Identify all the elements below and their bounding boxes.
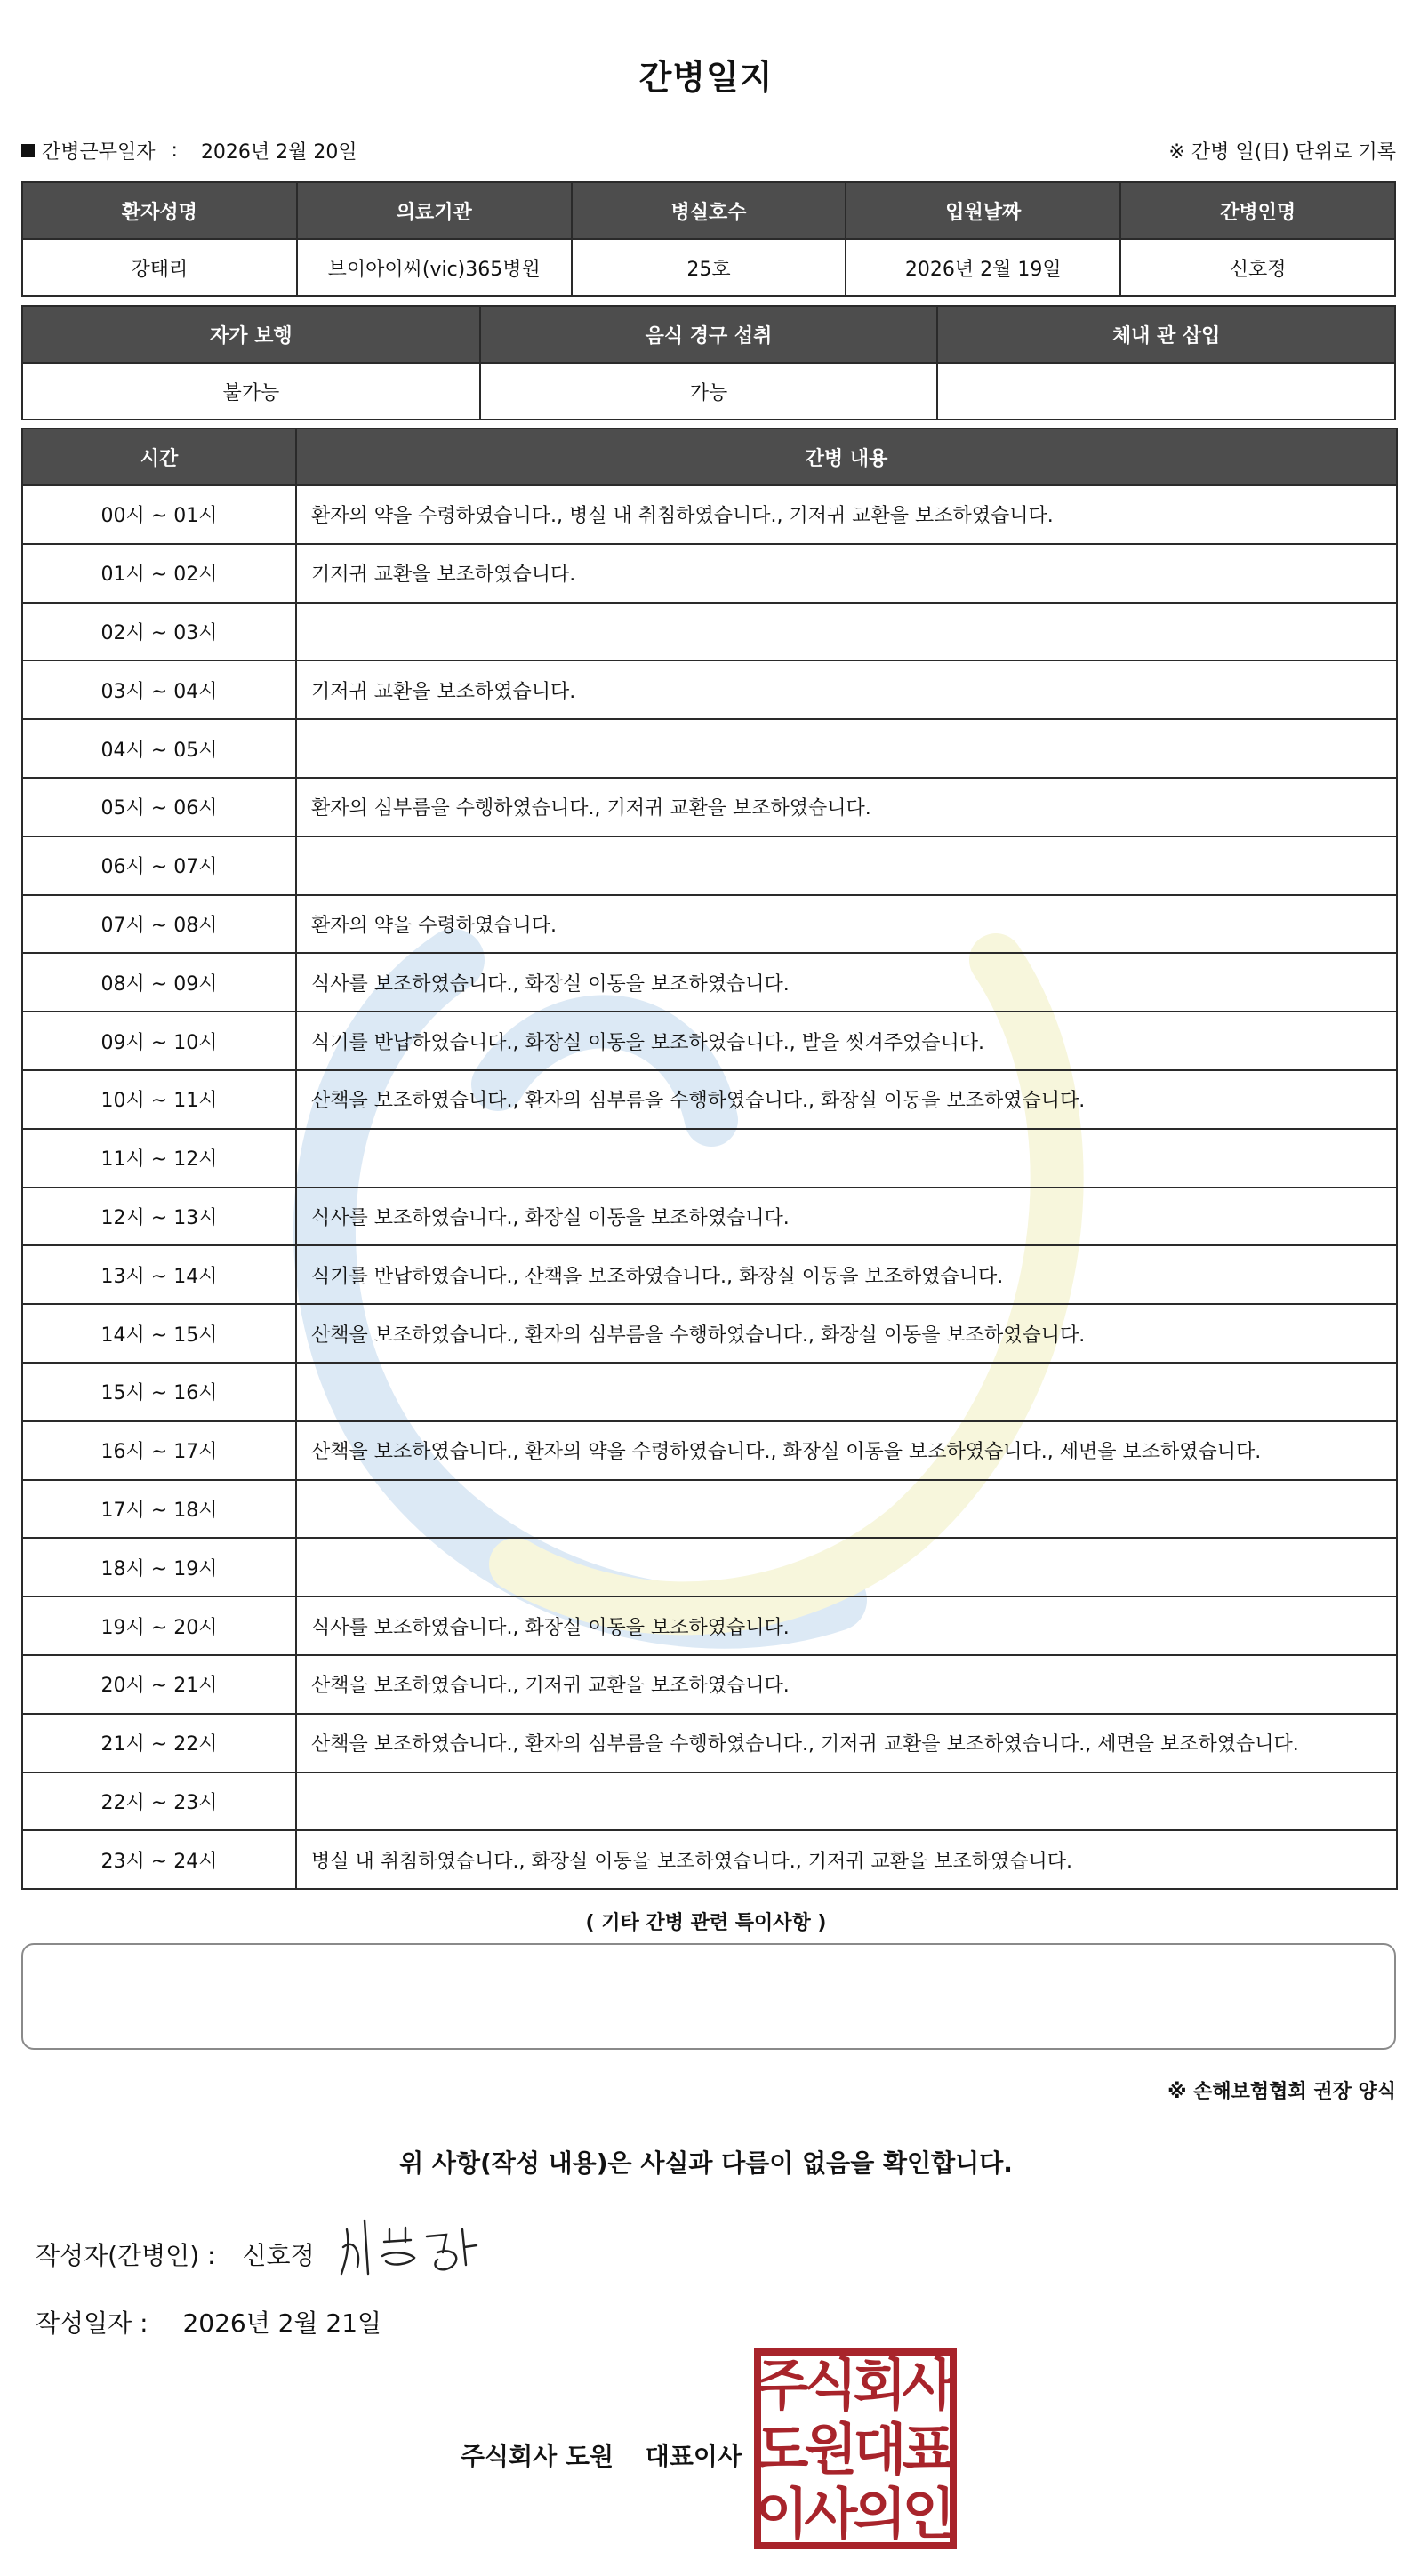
- remarks-box: [21, 1943, 1396, 2050]
- table-row: [22, 719, 1397, 778]
- seal-char: 의: [853, 2481, 907, 2547]
- header-patient-name: 환자성명: [22, 182, 297, 239]
- page-title: 간병일지: [638, 58, 774, 97]
- table-header-row: [22, 428, 1397, 485]
- table-header-row: [22, 182, 1395, 239]
- content-cell: 산책을 보조하였습니다., 기저귀 교환을 보조하였습니다.: [296, 1655, 1397, 1714]
- time-cell: 12시 ~ 13시: [22, 1188, 296, 1246]
- time-cell: 19시 ~ 20시: [22, 1596, 296, 1655]
- time-cell: 22시 ~ 23시: [22, 1772, 296, 1831]
- institution: 브이아이씨(vic)365병원: [297, 239, 572, 296]
- header-room: 병실호수: [572, 182, 846, 239]
- table-row: [22, 778, 1397, 836]
- time-cell: 20시 ~ 21시: [22, 1655, 296, 1714]
- content-cell: 산책을 보조하였습니다., 환자의 약을 수령하였습니다., 화장실 이동을 보조하였습니다., 세면을 보조하였습니다.: [296, 1421, 1397, 1480]
- content-cell: 식기를 반납하였습니다., 산책을 보조하였습니다., 화장실 이동을 보조하였습니다.: [296, 1245, 1397, 1304]
- write-date-value: 2026년 2월 21일: [182, 2308, 382, 2338]
- writer-label: 작성자(간병인) :: [36, 2241, 216, 2270]
- header-self-walking: 자가 보행: [22, 306, 480, 363]
- content-cell: 산책을 보조하였습니다., 환자의 심부름을 수행하였습니다., 화장실 이동을 보조하였습니다.: [296, 1304, 1397, 1363]
- room-number: 25호: [572, 239, 846, 296]
- header-time: 시간: [22, 428, 296, 485]
- table-row: [22, 1245, 1397, 1304]
- table-row: [22, 1363, 1397, 1421]
- time-cell: 00시 ~ 01시: [22, 485, 296, 544]
- patient-name: 강태리: [22, 239, 297, 296]
- table-row: [22, 1304, 1397, 1363]
- table-row: [22, 1421, 1397, 1480]
- seal-char: 대: [853, 2417, 907, 2482]
- work-date-label: 간병근무일자: [42, 141, 156, 164]
- content-cell: 환자의 심부름을 수행하였습니다., 기저귀 교환을 보조하였습니다.: [296, 778, 1397, 836]
- company-name: 주식회사 도원: [461, 2442, 614, 2471]
- table-row: [22, 1480, 1397, 1539]
- content-cell: [296, 719, 1397, 778]
- content-cell: 환자의 약을 수령하였습니다., 병실 내 취침하였습니다., 기저귀 교환을 보조하였습니다.: [296, 485, 1397, 544]
- table-row: [22, 660, 1397, 719]
- content-cell: 기저귀 교환을 보조하였습니다.: [296, 660, 1397, 719]
- table-row: [22, 1070, 1397, 1129]
- seal-char: 주: [755, 2352, 809, 2418]
- time-cell: 18시 ~ 19시: [22, 1538, 296, 1596]
- company-seal-stamp: [754, 2348, 957, 2549]
- time-cell: 16시 ~ 17시: [22, 1421, 296, 1480]
- table-header-row: [22, 306, 1395, 363]
- time-cell: 13시 ~ 14시: [22, 1245, 296, 1304]
- time-cell: 09시 ~ 10시: [22, 1012, 296, 1070]
- time-cell: 21시 ~ 22시: [22, 1714, 296, 1772]
- oral-intake-value: 가능: [480, 363, 938, 420]
- form-note: ※ 손해보험협회 권장 양식: [1167, 2081, 1396, 2103]
- table-row: [22, 836, 1397, 895]
- content-cell: [296, 1538, 1397, 1596]
- self-walking-value: 불가능: [22, 363, 480, 420]
- table-row: [22, 1655, 1397, 1714]
- seal-char: 식: [804, 2352, 858, 2418]
- company-title: 대표이사: [645, 2442, 742, 2471]
- write-date-label: 작성일자 :: [36, 2308, 148, 2338]
- handwritten-signature: [338, 2212, 516, 2283]
- header-caregiver-name: 간병인명: [1120, 182, 1395, 239]
- seal-char: 표: [902, 2417, 956, 2482]
- time-cell: 06시 ~ 07시: [22, 836, 296, 895]
- table-row: [22, 603, 1397, 661]
- work-date-colon: :: [171, 140, 178, 162]
- header-admission-date: 입원날짜: [846, 182, 1120, 239]
- content-cell: 병실 내 취침하였습니다., 화장실 이동을 보조하였습니다., 기저귀 교환을 보조하였습니다.: [296, 1830, 1397, 1889]
- writer-line: [36, 2236, 315, 2272]
- seal-char: 회: [853, 2352, 907, 2418]
- content-cell: [296, 1480, 1397, 1539]
- work-date: [21, 137, 357, 164]
- table-row: [22, 485, 1397, 544]
- patient-status-table: [21, 305, 1396, 420]
- seal-char: 인: [902, 2481, 956, 2547]
- time-cell: 05시 ~ 06시: [22, 778, 296, 836]
- hourly-log-table: [21, 428, 1398, 1890]
- content-cell: 식기를 반납하였습니다., 화장실 이동을 보조하였습니다., 발을 씻겨주었습니다.: [296, 1012, 1397, 1070]
- square-bullet-icon: [21, 144, 35, 157]
- table-row: [22, 1538, 1397, 1596]
- content-cell: 환자의 약을 수령하였습니다.: [296, 895, 1397, 954]
- header-care-content: 간병 내용: [296, 428, 1397, 485]
- table-row: [22, 239, 1395, 296]
- patient-info-table: [21, 181, 1396, 297]
- meta-row: [21, 137, 1396, 167]
- table-row: [22, 544, 1397, 603]
- seal-char: 원: [804, 2417, 858, 2482]
- content-cell: 산책을 보조하였습니다., 환자의 심부름을 수행하였습니다., 화장실 이동을 보조하였습니다.: [296, 1070, 1397, 1129]
- time-cell: 23시 ~ 24시: [22, 1830, 296, 1889]
- table-row: [22, 1596, 1397, 1655]
- time-cell: 14시 ~ 15시: [22, 1304, 296, 1363]
- header-institution: 의료기관: [297, 182, 572, 239]
- table-row: [22, 1012, 1397, 1070]
- table-row: [22, 895, 1397, 954]
- table-row: [22, 1129, 1397, 1188]
- time-cell: 17시 ~ 18시: [22, 1480, 296, 1539]
- tube-insertion-value: [937, 363, 1395, 420]
- table-row: [22, 1188, 1397, 1246]
- content-cell: 식사를 보조하였습니다., 화장실 이동을 보조하였습니다.: [296, 1596, 1397, 1655]
- confirmation-statement: 위 사항(작성 내용)은 사실과 다름이 없음을 확인합니다.: [399, 2148, 1013, 2178]
- content-cell: 산책을 보조하였습니다., 환자의 심부름을 수행하였습니다., 기저귀 교환을 보조하였습니다., 세면을 보조하였습니다.: [296, 1714, 1397, 1772]
- remarks-title: ( 기타 간병 관련 특이사항 ): [585, 1912, 827, 1934]
- seal-char: 도: [755, 2417, 809, 2482]
- time-cell: 03시 ~ 04시: [22, 660, 296, 719]
- content-cell: [296, 1129, 1397, 1188]
- time-cell: 01시 ~ 02시: [22, 544, 296, 603]
- time-cell: 02시 ~ 03시: [22, 603, 296, 661]
- header-oral-intake: 음식 경구 섭취: [480, 306, 938, 363]
- caregiver-name: 신호정: [1120, 239, 1395, 296]
- content-cell: [296, 603, 1397, 661]
- content-cell: [296, 836, 1397, 895]
- content-cell: 식사를 보조하였습니다., 화장실 이동을 보조하였습니다.: [296, 953, 1397, 1012]
- admission-date: 2026년 2월 19일: [846, 239, 1120, 296]
- table-row: [22, 1714, 1397, 1772]
- work-date-value: 2026년 2월 20일: [200, 141, 357, 164]
- seal-char: 이: [755, 2481, 809, 2547]
- writer-name: 신호정: [242, 2241, 315, 2270]
- header-tube-insertion: 체내 관 삽입: [937, 306, 1395, 363]
- content-cell: 기저귀 교환을 보조하였습니다.: [296, 544, 1397, 603]
- time-cell: 04시 ~ 05시: [22, 719, 296, 778]
- table-row: [22, 1830, 1397, 1889]
- content-cell: [296, 1772, 1397, 1831]
- time-cell: 15시 ~ 16시: [22, 1363, 296, 1421]
- record-note: ※ 간병 일(日) 단위로 기록: [1168, 141, 1396, 164]
- write-date-line: [36, 2304, 381, 2340]
- seal-char: 사: [804, 2481, 858, 2547]
- table-row: [22, 1772, 1397, 1831]
- time-cell: 10시 ~ 11시: [22, 1070, 296, 1129]
- table-row: [22, 363, 1395, 420]
- table-row: [22, 953, 1397, 1012]
- seal-char: 사: [902, 2352, 956, 2418]
- content-cell: [296, 1363, 1397, 1421]
- content-cell: 식사를 보조하였습니다., 화장실 이동을 보조하였습니다.: [296, 1188, 1397, 1246]
- time-cell: 07시 ~ 08시: [22, 895, 296, 954]
- time-cell: 11시 ~ 12시: [22, 1129, 296, 1188]
- time-cell: 08시 ~ 09시: [22, 953, 296, 1012]
- company-line: [461, 2437, 742, 2473]
